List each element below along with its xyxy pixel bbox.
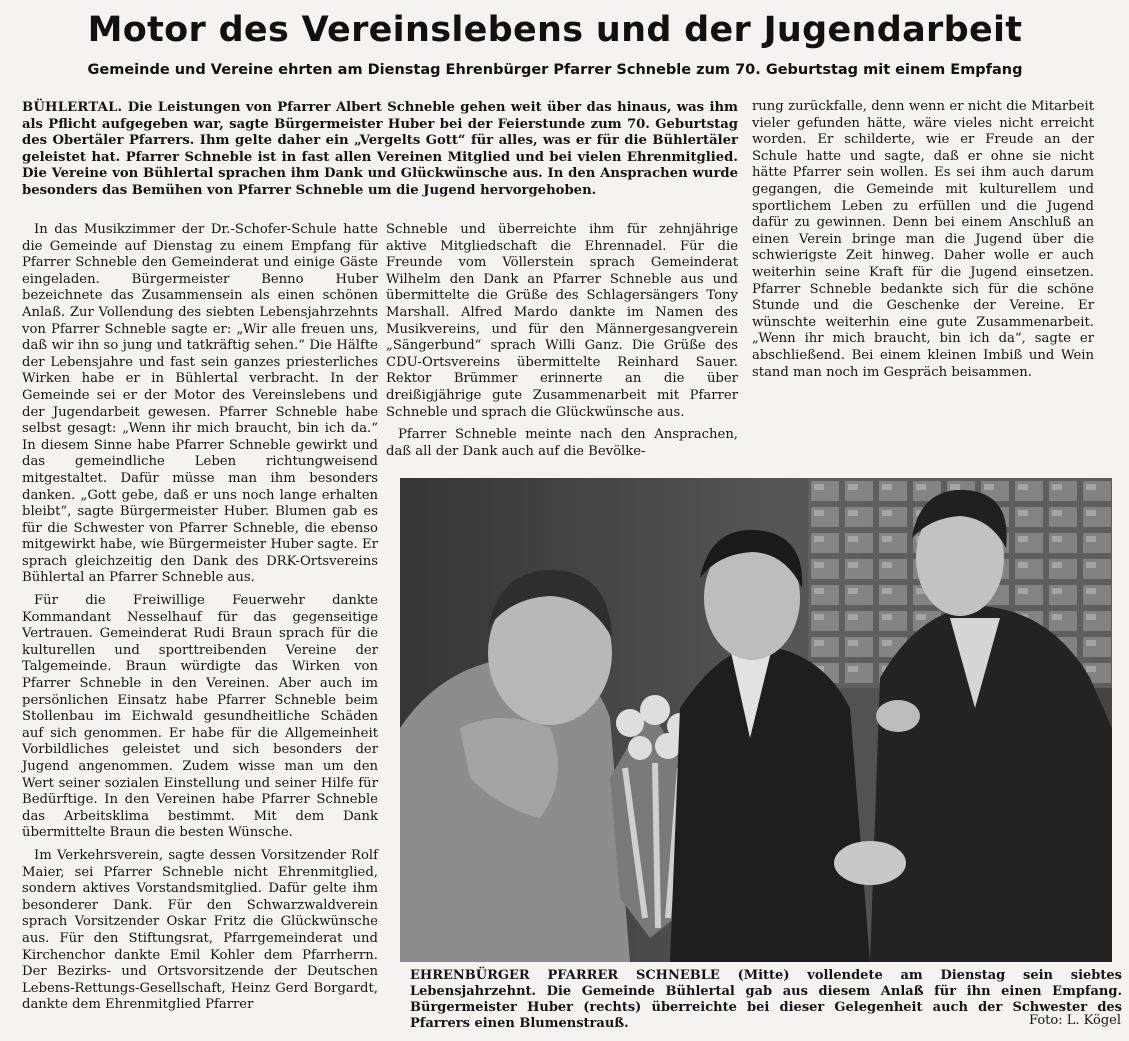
dateline: BÜHLERTAL. xyxy=(22,100,123,115)
paragraph: Im Verkehrsverein, sagte dessen Vorsitzender Rolf Maier, sei Pfarrer Schneble nicht Ehrenmitglied, sondern aktives Vorstandsmitglied. Dafür gelte ihm besonderer Dank. Für den Schwarzwaldverein sprach Vorsitzender Oskar Fritz die Glückwünsche aus. Für den Stiftungsrat, Pfarrgemeinderat und Kirchenchor dankte Emil Kohler dem Pfarrherrn. Der Bezirks- und Ortsvorsitzende der Deutschen Lebens-Rettungs-Gesellschaft, Heinz Gerd Borgardt, dankte dem Ehrenmitglied Pfarrer xyxy=(22,847,378,1013)
headline: Motor des Vereinslebens und der Jugendarbeit xyxy=(87,10,1023,50)
paragraph: Für die Freiwillige Feuerwehr dankte Kommandant Nesselhauf für das gegenseitige Vertrauen. Gemeinderat Rudi Braun sprach für die kulturellen und sporttreibenden Vereine der Talgemeinde. Braun würdigte das Wirken von Pfarrer Schneble in den Vereinen. Aber auch im persönlichen Einsatz habe Pfarrer Schneble beim Stollenbau im Eichwald gesundheitliche Schäden auf sich genommen. Er habe für die Allgemeinheit Vorbildliches geleistet und sich besonders der Jugend angenommen. Zudem wisse man um den Wert seiner sozialen Einstellung und seiner Hilfe für Bedürftige. In den Vereinen habe Pfarrer Schneble das Arbeitsklima bestimmt. Mit dem Dank übermittelte Braun die besten Wünsche. xyxy=(22,593,378,841)
paragraph: rung zurückfalle, denn wenn er nicht die Mitarbeit vieler gefunden hätte, wäre vieles nicht erreicht worden. Er schilderte, wie er Freude an der Schule hatte und sagte, daß er ohne sie nicht hätte Pfarrer sein wollen. Es sei ihm auch darum gegangen, die Gemeinde mit kulturellem und sportlichem Leben zu erfüllen und die Jugend dafür zu gewinnen. Denn bei einem Anschluß an einen Verein bringe man die Jugend über die schwierigste Zeit hinweg. Daher wolle er auch weiterhin seine Kraft für die Jugend einsetzen. Pfarrer Schneble bedankte sich für die schöne Stunde und die Geschenke der Vereine. Er wünschte weiterhin eine gute Zusammenarbeit. „Wenn ihr mich braucht, bin ich da“, sagte er abschließend. Bei einem kleinen Imbiß und Wein stand man noch im Gespräch beisammen. xyxy=(752,99,1094,380)
column-2 xyxy=(386,222,738,460)
lead-paragraph xyxy=(22,100,738,200)
caption-text: EHRENBÜRGER PFARRER SCHNEBLE (Mitte) vollendete am Dienstag sein siebtes Lebensjahrzehnt. Die Gemeinde Bühlertal gab aus diesem Anlaß für ihn einen Empfang. Bürgermeister Huber (rechts) überreichte bei dieser Gelegenheit auch der Schwester des Pfarrers einen Blumenstrauß. xyxy=(410,968,1122,1031)
subheadline: Gemeinde und Vereine ehrten am Dienstag Ehrenbürger Pfarrer Schneble zum 70. Geburtstag mit einem Empfang xyxy=(87,62,1023,78)
paragraph: In das Musikzimmer der Dr.-Schofer-Schule hatte die Gemeinde auf Dienstag zu einem Empfang für Pfarrer Schneble den Gemeinderat und einige Gäste eingeladen. Bürgermeister Benno Huber bezeichnete das Zusammensein als einen schönen Anlaß. Zur Vollendung des siebten Lebensjahrzehnts von Pfarrer Schneble sagte er: „Wir alle freuen uns, daß wir ihn so jung und tatkräftig sehen.“ Die Hälfte der Lebensjahre und fast sein ganzes priesterliches Wirken habe er in Bühlertal verbracht. In der Gemeinde sei er der Motor des Vereinslebens und der Jugendarbeit gewesen. Pfarrer Schneble habe selbst gesagt: „Wenn ihr mich braucht, bin ich da.“ In diesem Sinne habe Pfarrer Schneble gewirkt und das gemeindliche Leben richtungweisend mitgestaltet. Dafür müsse man ihm besonders danken. „Gott gebe, daß er uns noch lange erhalten bleibt“, sagte Bürgermeister Huber. Blumen gab es für die Schwester von Pfarrer Schneble, die ebenso mitgewirkt habe, wie Bürgermeister Huber sagte. Er sprach gleichzeitig den Dank des DRK-Ortsvereins Bühlertal an Pfarrer Schneble aus. xyxy=(22,222,378,586)
column-1 xyxy=(22,222,378,1014)
column-3 xyxy=(752,99,1094,381)
photo-scene xyxy=(400,478,1112,962)
photo-credit: Foto: L. Kögel xyxy=(1029,1013,1121,1028)
paragraph: Schneble und überreichte ihm für zehnjährige aktive Mitgliedschaft die Ehrennadel. Für die Freunde vom Völlerstein sprach Gemeinderat Wilhelm den Dank an Pfarrer Schneble aus und übermittelte die Grüße des Schlagersängers Tony Marshall. Alfred Mardo dankte im Namen des Musikvereins, und für den Männergesangverein „Sängerbund“ sprach Willi Ganz. Die Grüße des CDU-Ortsvereins übermittelte Reinhard Sauer. Rektor Brümmer erinnerte an die über dreißigjährige gute Zusammenarbeit mit Pfarrer Schneble und sprach die Glückwünsche aus. xyxy=(386,222,738,420)
news-photo xyxy=(400,478,1112,962)
lead-text: Die Leistungen von Pfarrer Albert Schneble gehen weit über das hinaus, was ihm als Pflicht aufgegeben war, sagte Bürgermeister Huber bei der Feierstunde zum 70. Geburtstag des Obertäler Pfarrers. Ihm gelte daher ein „Vergelts Gott“ für alles, was er für die Bühlertäler geleistet hat. Pfarrer Schneble ist in fast allen Vereinen Mitglied und bei vielen Ehrenmitglied. Die Vereine von Bühlertal sprachen ihm Dank und Glückwünsche aus. In den Ansprachen wurde besonders das Bemühen von Pfarrer Schneble um die Jugend hervorgehoben. xyxy=(22,100,738,198)
photo-caption xyxy=(410,968,1122,1032)
paragraph: Pfarrer Schneble meinte nach den Ansprachen, daß all der Dank auch auf die Bevölke- xyxy=(386,427,738,459)
